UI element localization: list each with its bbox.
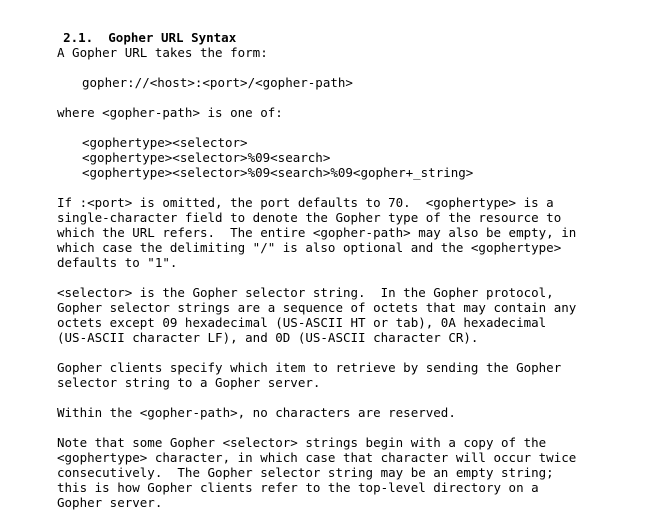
paragraph-selector-line: Gopher selector strings are a sequence of octets that may contain any bbox=[57, 300, 577, 315]
paragraph-port-line: which case the delimiting "/" is also optional and the <gophertype> bbox=[57, 240, 562, 255]
paragraph-note-line: Gopher server. bbox=[57, 495, 163, 510]
paragraph-clients-line: Gopher clients specify which item to retrieve by sending the Gopher bbox=[57, 360, 562, 375]
paragraph-clients-line: selector string to a Gopher server. bbox=[57, 375, 321, 390]
paragraph-port-line: If :<port> is omitted, the port defaults to 70. <gophertype> is a bbox=[57, 195, 554, 210]
paragraph-selector-line: <selector> is the Gopher selector string. In the Gopher protocol, bbox=[57, 285, 554, 300]
section-title: Gopher URL Syntax bbox=[108, 30, 237, 45]
url-form-line: gopher://<host>:<port>/<gopher-path> bbox=[82, 75, 353, 90]
paragraph-selector-line: octets except 09 hexadecimal (US-ASCII HT or tab), 0A hexadecimal bbox=[57, 315, 547, 330]
paragraph-note-line: this is how Gopher clients refer to the top-level directory on a bbox=[57, 480, 539, 495]
section-heading bbox=[33, 15, 237, 45]
gopher-path-option-3: <gophertype><selector>%09<search>%09<gopher+_string> bbox=[82, 165, 474, 180]
section-number: 2.1. bbox=[63, 30, 94, 45]
paragraph-note-line: consecutively. The Gopher selector string may be an empty string; bbox=[57, 465, 554, 480]
gopher-path-option-2: <gophertype><selector>%09<search> bbox=[82, 150, 331, 165]
intro-line: A Gopher URL takes the form: bbox=[57, 45, 268, 60]
paragraph-port-line: single-character field to denote the Gopher type of the resource to bbox=[57, 210, 562, 225]
paragraph-port-line: defaults to "1". bbox=[57, 255, 178, 270]
paragraph-selector-line: (US-ASCII character LF), and 0D (US-ASCII character CR). bbox=[57, 330, 479, 345]
gopher-path-option-1: <gophertype><selector> bbox=[82, 135, 248, 150]
paragraph-note-line: <gophertype> character, in which case that character will occur twice bbox=[57, 450, 577, 465]
paragraph-port-line: which the URL refers. The entire <gopher-path> may also be empty, in bbox=[57, 225, 577, 240]
paragraph-reserved-line: Within the <gopher-path>, no characters are reserved. bbox=[57, 405, 456, 420]
paragraph-note-line: Note that some Gopher <selector> strings begin with a copy of the bbox=[57, 435, 547, 450]
where-line: where <gopher-path> is one of: bbox=[57, 105, 283, 120]
